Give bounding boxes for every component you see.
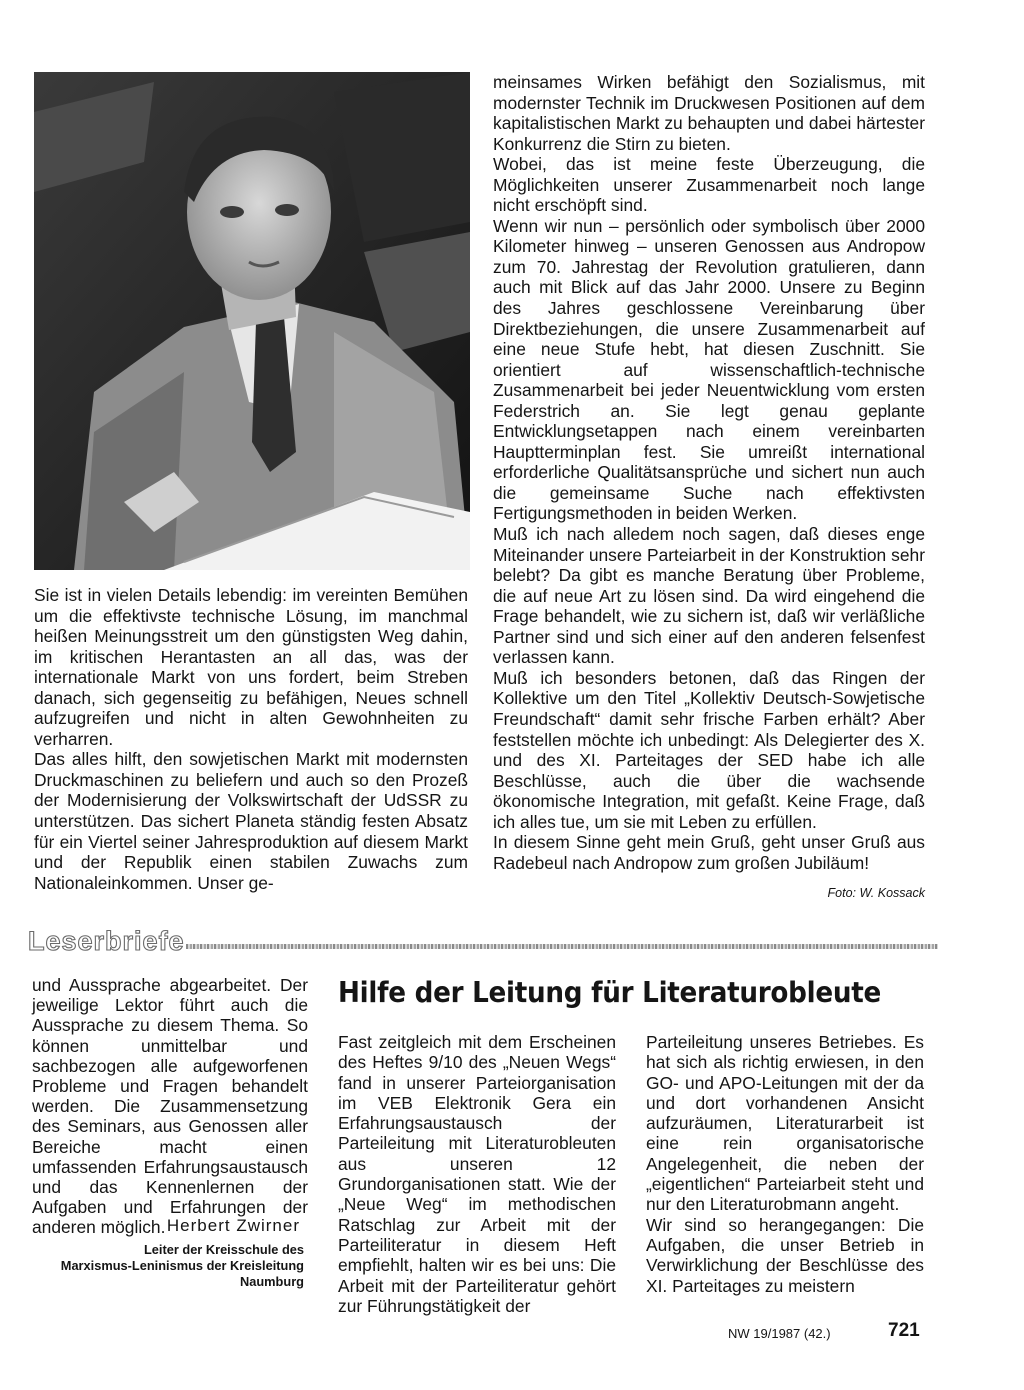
paragraph: Wobei, das ist meine feste Überzeugung, die Möglichkeiten unserer Zusammenarbeit noch lange nicht erschöpft sind. [493, 154, 925, 216]
letter-continued-column [32, 975, 308, 1238]
portrait-photo-icon [34, 72, 470, 570]
author-role-line: Naumburg [240, 1274, 304, 1289]
author-role-line: Marxismus-Leninismus der Kreisleitung [60, 1258, 304, 1273]
paragraph: Fast zeitgleich mit dem Erscheinen des Heftes 9/10 des „Neuen Wegs“ fand in unserer Parteiorganisation im VEB Elektronik Gera ein Erfahrungsaustausch der Parteileitung mit Literaturobleuten aus unseren 12 Grundorganisationen statt. Wie der „Neue Weg“ im methodischen Ratschlag zur Arbeit mit der Parteiliteratur in diesem Heft empfiehlt, halten wir es bei uns: Die Arbeit mit der Parteiliteratur gehört zur Führungstätigkeit der [338, 1032, 616, 1316]
paragraph: In diesem Sinne geht mein Gruß, geht unser Gruß aus Radebeul nach Andropow zum großen Jubiläum! [493, 832, 925, 873]
paragraph: Das alles hilft, den sowjetischen Markt mit modernsten Druckmaschinen zu beliefern und auch so den Prozeß der Modernisierung der Volkswirtschaft der UdSSR zu unterstützen. Das sichert Planeta ständig festen Absatz für ein Viertel seiner Jahresproduktion auf diesem Markt und der Republik einen stabilen Zuwachs zum Nationaleinkommen. Unser ge- [34, 749, 468, 893]
page-number: 721 [888, 1320, 920, 1341]
paragraph: Muß ich nach alledem noch sagen, daß dieses enge Miteinander unsere Parteiarbeit in der Konstruktion sehr belebt? Da gibt es manche Beratung über Probleme, die auf neue Art zu lösen sind. Da wird eingehend die Frage behandelt, wie zu sichern ist, daß wir verläßliche Partner sind und sich einer auf den anderen felsenfest verlassen kann. [493, 524, 925, 668]
author-role-line: Leiter der Kreisschule des [143, 1242, 304, 1257]
portrait-photo [34, 72, 470, 570]
letter-headline: Hilfe der Leitung für Literaturobleute [338, 976, 882, 1009]
paragraph: Wenn wir nun – persönlich oder symbolisch über 2000 Kilometer hinweg – unseren Genossen aus Andropow zum 70. Jahrestag der Revolution gratulieren, dann auch mit Blick auf das Jahr 2000. Unsere zu Beginn des Jahres geschlossene Vereinbarung über Direktbeziehungen, die unsere Zusammenarbeit auf eine neue Stufe hebt, hat diesen Zuschnitt. Sie orientiert auf wissenschaftlich-technische Zusammenarbeit bei jeder Neuentwicklung vom ersten Federstrich an. Sie legt genau geplante Entwicklungsetappen nach einem vereinbarten Hauptterminplan fest. Sie umreißt international erforderliche Qualitätsansprüche und sichert nun auch die gemeinsame Suche nach effektivsten Fertigungsmethoden in beiden Werken. [493, 215, 925, 524]
article-column-1 [34, 585, 468, 893]
paragraph: Muß ich besonders betonen, daß das Ringen der Kollektive um den Titel „Kollektiv Deutsch-Sowjetische Freundschaft“ damit sehr frische Farben erhält? Aber feststellen möchte ich unbedingt: Als Delegierter des X. und des XI. Parteitages der SED habe ich alle Beschlüsse, auch die über die wachsende ökonomische Integration, mit gefaßt. Keine Frage, daß ich alles tue, um sie mit Leben zu erfüllen. [493, 667, 925, 832]
paragraph: und Aussprache abgearbeitet. Der jeweilige Lektor führt auch die Aussprache zu diesem Thema. So können unmittelbar und sachbezogen alle aufgeworfenen Probleme und Fragen behandelt werden. Die Zusammensetzung des Seminars, aus Genossen aller Bereiche macht einen umfassenden Erfahrungsaustausch und das Kennenlernen der Aufgaben und Erfahrungen der anderen möglich. [32, 975, 308, 1238]
section-divider [186, 944, 938, 949]
paragraph: Wir sind so herangegangen: Die Aufgaben, die unser Betrieb in Verwirklichung der Beschlüsse des XI. Parteitages zu meistern [646, 1214, 924, 1296]
issue-label: NW 19/1987 (42.) [728, 1326, 831, 1341]
photo-credit: Foto: W. Kossack [827, 886, 925, 900]
letter-column-left [338, 1032, 616, 1316]
section-header [28, 926, 938, 966]
paragraph: Parteileitung unseres Betriebes. Es hat sich als richtig erwiesen, in den GO- und APO-Leitungen mit der da und dort vorhandenen Ansicht aufzuräumen, Literaturarbeit ist eine rein organisatorische Angelegenheit, die neben der „eigentlichen“ Parteiarbeit steht und nur den Literaturobmann angeht. [646, 1032, 924, 1215]
letter-signature [32, 1216, 304, 1290]
author-role [32, 1242, 304, 1290]
author-name: Herbert Zwirner [166, 1216, 300, 1235]
article-column-2 [493, 72, 925, 873]
paragraph: meinsames Wirken befähigt den Sozialismus, mit modernster Technik im Druckwesen Positionen auf dem kapitalistischen Markt zu behaupten und dabei härtester Konkurrenz die Stirn zu bieten. [493, 72, 925, 154]
paragraph: Sie ist in vielen Details lebendig: im vereinten Bemühen um die effektivste technische Lösung, im manchmal heißen Meinungsstreit um den günstigsten Weg dahin, im kritischen Herantasten an all das, was der internationale Markt von uns fordert, beim Streben danach, sich gegenseitig zu befähigen, Neues schnell aufzugreifen und nicht in alten Gewohnheiten zu verharren. [34, 585, 468, 749]
letter-column-right [646, 1032, 924, 1296]
section-label: Leserbriefe [28, 926, 185, 956]
